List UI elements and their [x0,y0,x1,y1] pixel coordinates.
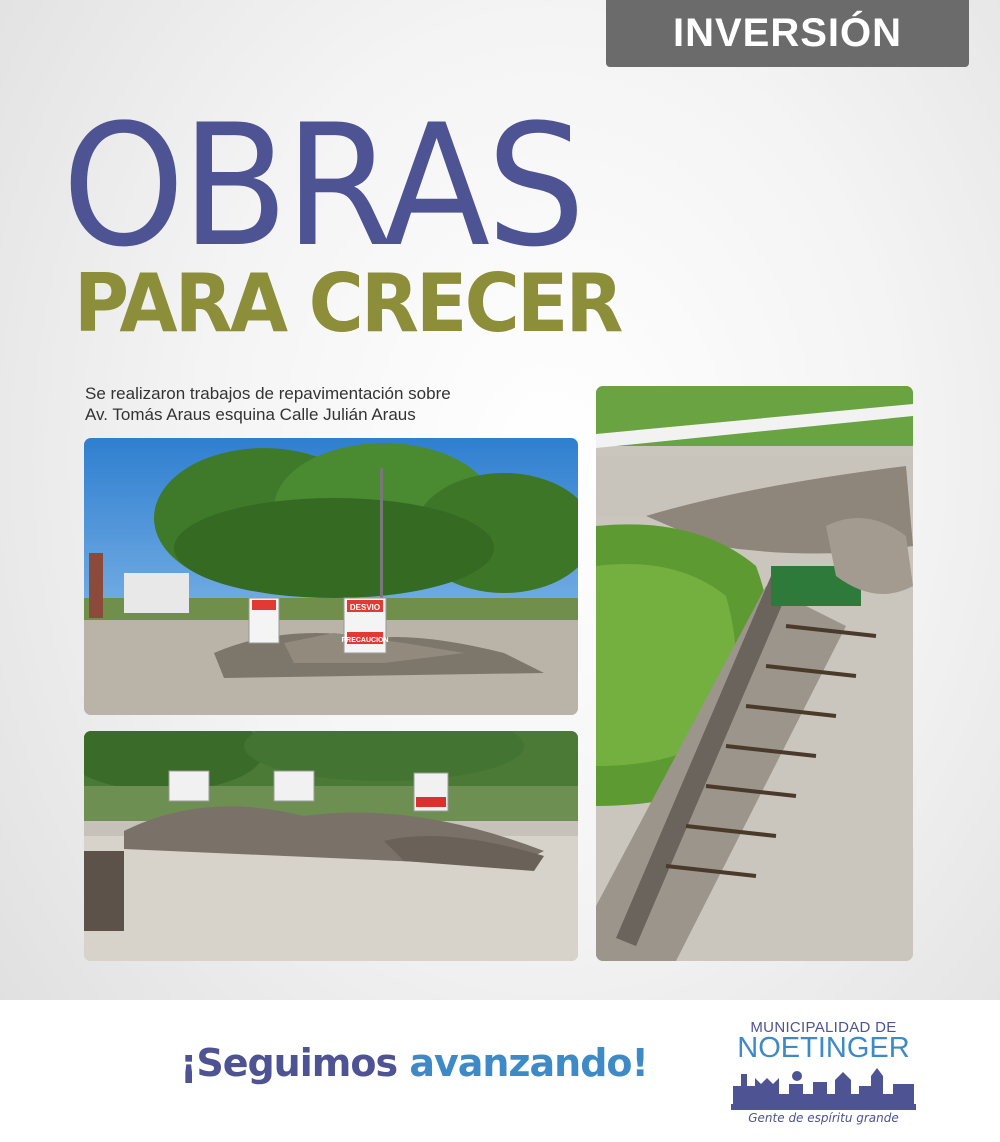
rubble-photo [84,731,578,961]
caption-line-2: Av. Tomás Araus esquina Calle Julián Araus [85,405,416,424]
curb-formwork-photo [596,386,913,961]
logo-tagline: Gente de espíritu grande [748,1111,899,1125]
caption-line-1: Se realizaron trabajos de repavimentación sobre [85,384,451,403]
caution-sign-label: PRECAUCION [341,637,389,644]
slogan-part-1: ¡Seguimos [180,1041,410,1085]
section-tag: INVERSIÓN [606,0,969,67]
municipality-logo [731,1019,916,1129]
logo-line-2: NOETINGER [737,1032,910,1064]
slogan [180,1041,648,1085]
headline-title: OBRAS [62,88,582,284]
headline-subtitle: PARA CRECER [74,257,621,350]
detour-sign-label: DESVIO [349,603,381,612]
street-works-photo [84,438,578,715]
slogan-part-2: avanzando! [409,1041,648,1085]
logo-line-1: MUNICIPALIDAD DE [750,1019,897,1036]
town-skyline-icon [731,1064,916,1110]
photo-caption [85,383,565,425]
